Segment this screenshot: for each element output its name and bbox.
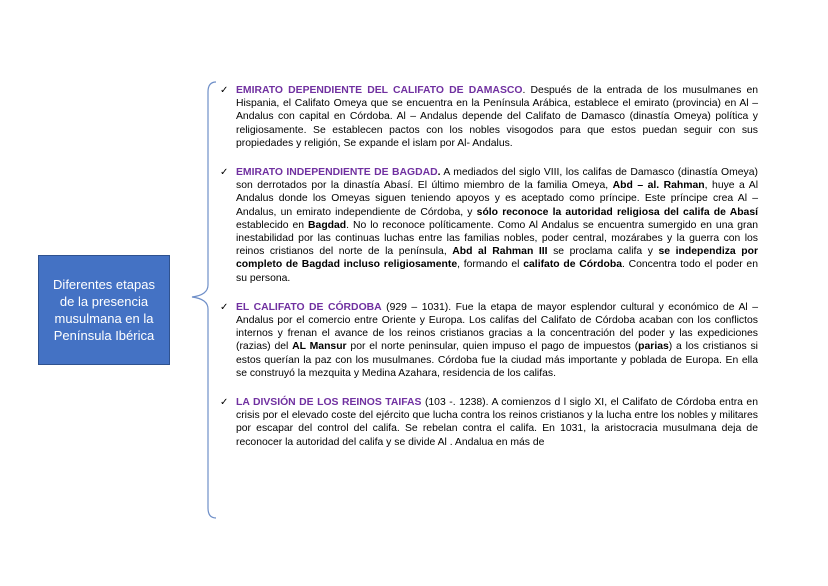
body-text: A mediados del siglo VIII, los califas de Damasco (dinastía Omeya) son derrotados por la dinastía Abasí. El último miembro de la familia Omeya,: [236, 167, 758, 192]
stages-box-text: Diferentes etapas de la presencia musulmana en la Península Ibérica: [53, 277, 155, 343]
body-text: por el norte peninsular, quien impuso el pago de impuestos (: [346, 341, 639, 353]
checkmark-icon: ✓: [220, 301, 229, 313]
stages-list: [218, 84, 758, 449]
stage-title: EMIRATO DEPENDIENTE DEL CALIFATO DE DAMASCO: [236, 85, 523, 96]
stages-box: [38, 255, 170, 365]
checkmark-icon: ✓: [220, 397, 229, 409]
body-text: ) a los cristianos si estos querían la paz con los musulmanes. Córdoba fue la ciudad más importante y poblada de Europa. En ella se construyó la mezquita y Medina Azahara, residencia de los califas.: [236, 341, 758, 379]
stage-item: [218, 396, 758, 449]
bold-text: Bagdad: [308, 219, 347, 231]
stage-title: LA DIVSIÓN DE LOS REINOS TAIFAS: [236, 397, 422, 409]
bold-text: parias: [638, 341, 669, 353]
stage-item: [218, 166, 758, 285]
bold-text: se independiza por completo de Bagdad incluso religiosamente: [236, 246, 758, 271]
body-text: se proclama califa y: [547, 246, 659, 258]
body-text: . Concentra todo el poder en su persona.: [236, 259, 758, 284]
bold-text: AL Mansur: [292, 341, 347, 353]
body-text: (929 – 1031). Fue la etapa de mayor esplendor cultural y económico de Al – Andalus por el comercio entre Oriente y Europa. Los califas del Califato de Córdoba acaban con los conflictos internos y frenan el avance de los reinos cristianos gracias a la concentración del poder y las expediciones (razias) del: [236, 301, 758, 353]
bold-text: califato de Córdoba: [523, 259, 622, 271]
body-text: , huye a Al Andalus donde los Omeyas siguen teniendo apoyos y es aceptado como príncipe. Este príncipe crea Al – Andalus, un emirato independiente de Córdoba, y: [236, 180, 758, 218]
stage-title: EMIRATO INDEPENDIENTE DE BAGDAD: [236, 167, 438, 179]
stage-title: EL CALIFATO DE CÓRDOBA: [236, 301, 382, 313]
stage-item: [218, 301, 758, 380]
body-text: establecido en: [236, 219, 309, 231]
body-text: , formando el: [457, 259, 524, 271]
bold-text: Abd al Rahman III: [452, 246, 548, 258]
bold-text: sólo reconoce la autoridad religiosa del califa de Abasí: [476, 206, 758, 218]
bold-text: Abd – al. Rahman: [612, 180, 705, 192]
body-text: . No lo reconoce políticamente. Como Al Andalus se encuentra sumergido en una gran inestabilidad por las continuas luchas entre las familias nobles, poder central, mozárabes y la guerra con los reinos cristianos del norte de la península,: [236, 219, 759, 258]
checkmark-icon: ✓: [220, 167, 229, 179]
stage-item: [218, 84, 758, 150]
bold-text: .: [437, 167, 441, 179]
body-text: . Después de la entrada de los musulmanes en Hispania, el Califato Omeya que se encuentra en la Península Arábica, establece el emirato (provincia) en Al – Andalus con capital en Córdoba. Al – Andalus depende del Califato de Damasco (dinastía Omeya) política y religiosamente. Se establecen pactos con los nobles visogodos para que estos puedan seguir con sus propiedades y religión, Se expande el islam por Al- Andalus.: [236, 85, 759, 149]
checkmark-icon: ✓: [220, 85, 229, 96]
body-text: (103 -. 1238). A comienzos d l siglo XI, el Califato de Córdoba entra en crisis por el elevado coste del ejército que lucha contra los reinos cristianos y la lucha entre los nobles y militares por escapar del control del califa. Se rebelan contra el califa. En 1031, la aristocracia musulmana deja de reconocer la autoridad del califa y se divide Al . Andalua en más de: [236, 397, 758, 448]
